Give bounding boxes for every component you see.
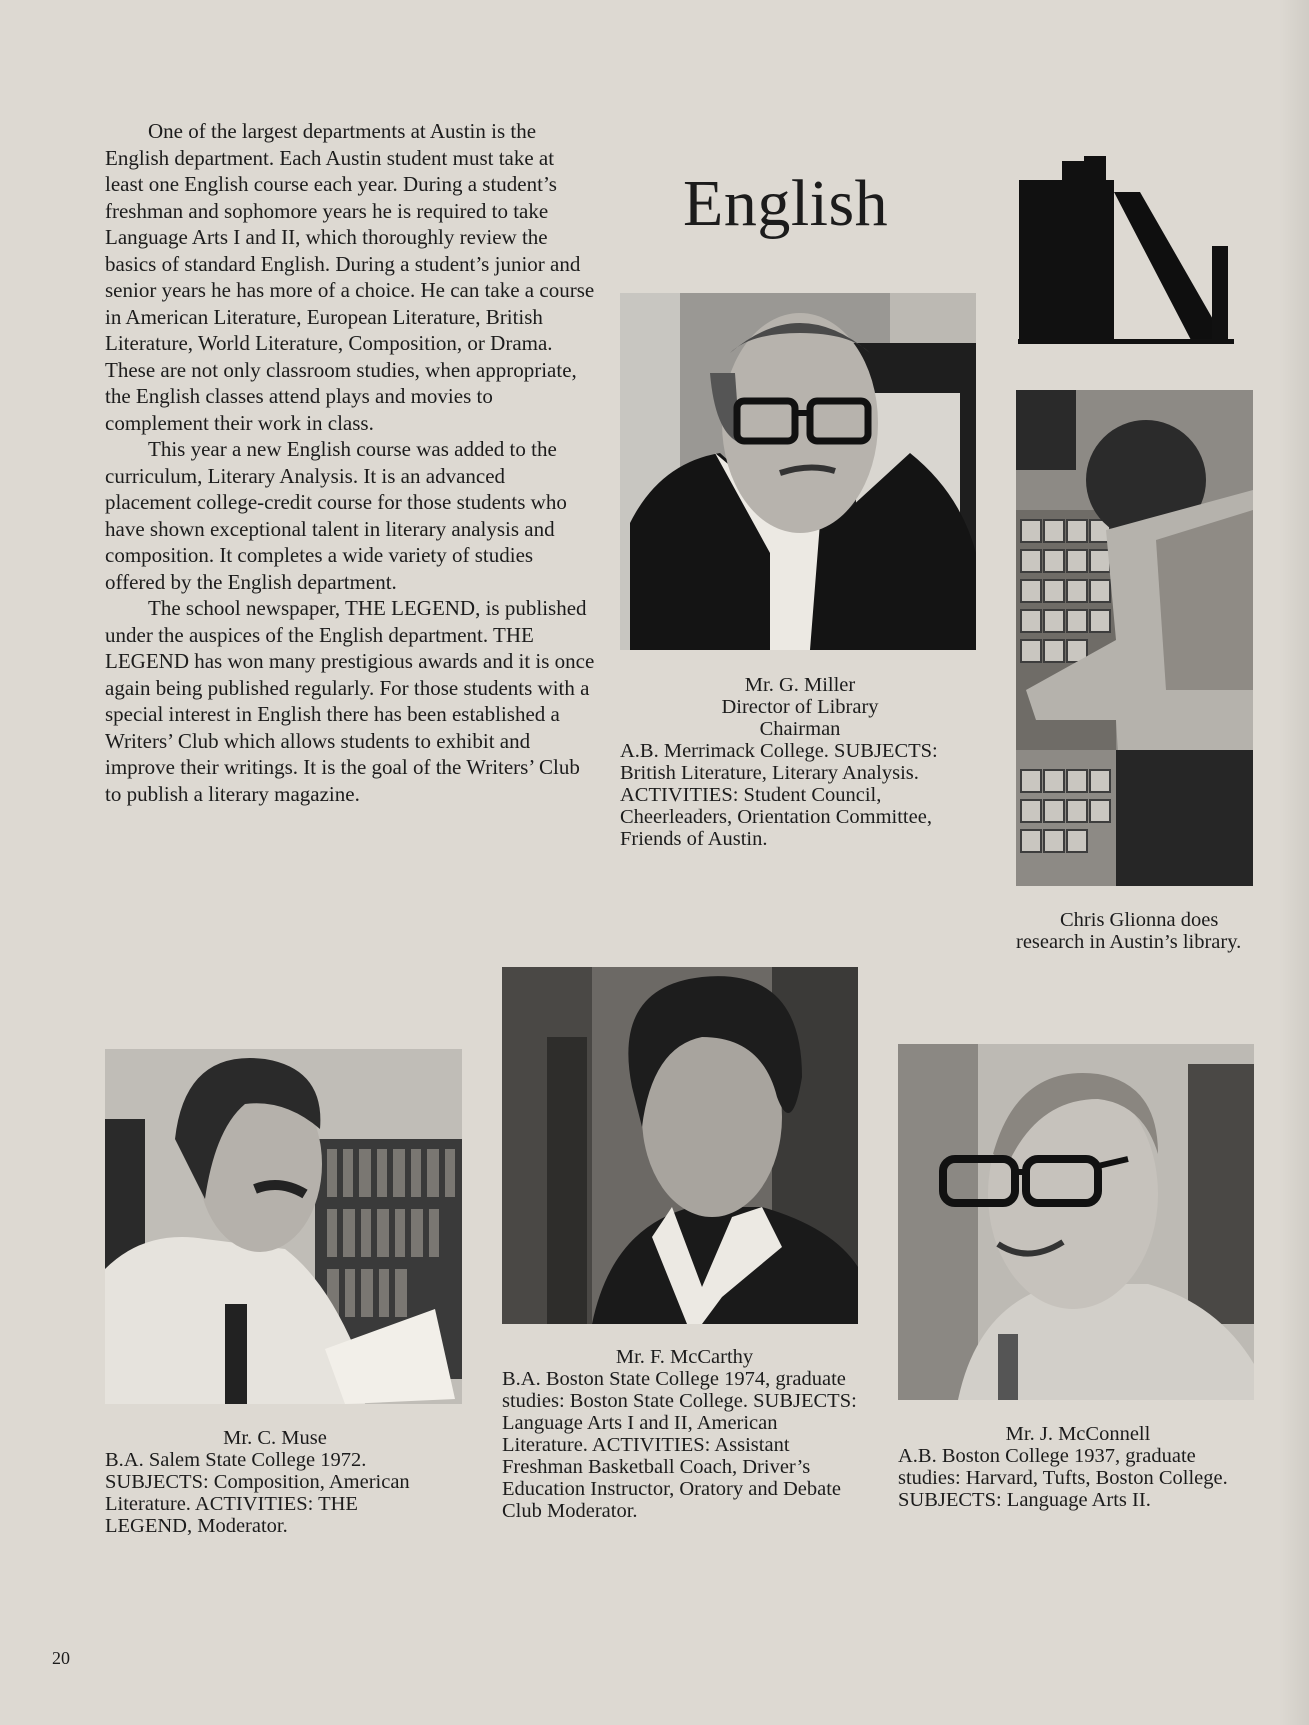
caption-details: A.B. Boston College 1937, graduate studies: Harvard, Tufts, Boston College. SUBJECTS: Language Arts II. (898, 1445, 1228, 1511)
caption-name: Mr. J. McConnell (1005, 1423, 1151, 1445)
caption-mr-f-mccarthy (502, 1346, 867, 1522)
decorative-block-letters-graphic (1018, 156, 1234, 346)
intro-paragraph-3: The school newspaper, THE LEGEND, is published under the auspices of the English department. THE LEGEND has won many prestigious awards and it is once again being published regularly. For those students with a special interest in English there has been established a Writers’ Club which allows students to exhibit and improve their writings. It is the goal of the Writers’ Club to publish a literary magazine. (105, 596, 595, 806)
photo-chris-glionna-library (1016, 390, 1253, 886)
caption-mr-g-miller (620, 674, 980, 850)
page-title: English (683, 167, 889, 240)
page-edge-shadow (1279, 0, 1309, 1725)
caption-title: Director of Library (721, 696, 879, 718)
caption-name: Mr. G. Miller (744, 674, 856, 696)
photo-mr-j-mcconnell (898, 1044, 1254, 1400)
caption-details: B.A. Salem State College 1972. SUBJECTS: Composition, American Literature. ACTIVITIES: THE LEGEND, Moderator. (105, 1449, 410, 1537)
intro-text (105, 118, 595, 807)
photo-mr-f-mccarthy (502, 967, 858, 1324)
intro-paragraph-1: One of the largest departments at Austin is the English department. Each Austin student must take at least one English course each year. During a student’s freshman and sophomore years he is required to take Language Arts I and II, which thoroughly review the basics of standard English. During a student’s junior and senior years he has more of a choice. He can take a course in American Literature, European Literature, British Literature, World Literature, Composition, or Drama. These are not only classroom studies, when appropriate, the English classes attend plays and movies to complement their work in class. (105, 119, 595, 435)
photo-mr-c-muse (105, 1049, 462, 1404)
page-number: 20 (52, 1648, 70, 1668)
caption-role: Chairman (759, 718, 841, 740)
caption-text: Chris Glionna does research in Austin’s library. (1016, 909, 1242, 953)
intro-paragraph-2: This year a new English course was added to the curriculum, Literary Analysis. It is an advanced placement college-credit course for those students who have shown exceptional talent in literary analysis and composition. It completes a wide variety of studies offered by the English department. (105, 437, 567, 594)
caption-name: Mr. C. Muse (223, 1427, 327, 1449)
caption-details: A.B. Merrimack College. SUBJECTS: British Literature, Literary Analysis. ACTIVITIES: Student Council, Cheerleaders, Orientation Committee, Friends of Austin. (620, 740, 938, 850)
caption-mr-c-muse (105, 1427, 445, 1537)
caption-mr-j-mcconnell (898, 1423, 1258, 1511)
caption-name: Mr. F. McCarthy (615, 1346, 754, 1368)
caption-chris-glionna (1016, 909, 1256, 953)
photo-mr-g-miller (620, 293, 976, 650)
caption-details: B.A. Boston State College 1974, graduate studies: Boston State College. SUBJECTS: Language Arts I and II, American Literature. ACTIVITIES: Assistant Freshman Basketball Coach, Driver’s Education Instructor, Oratory and Debate Club Moderator. (502, 1368, 857, 1522)
